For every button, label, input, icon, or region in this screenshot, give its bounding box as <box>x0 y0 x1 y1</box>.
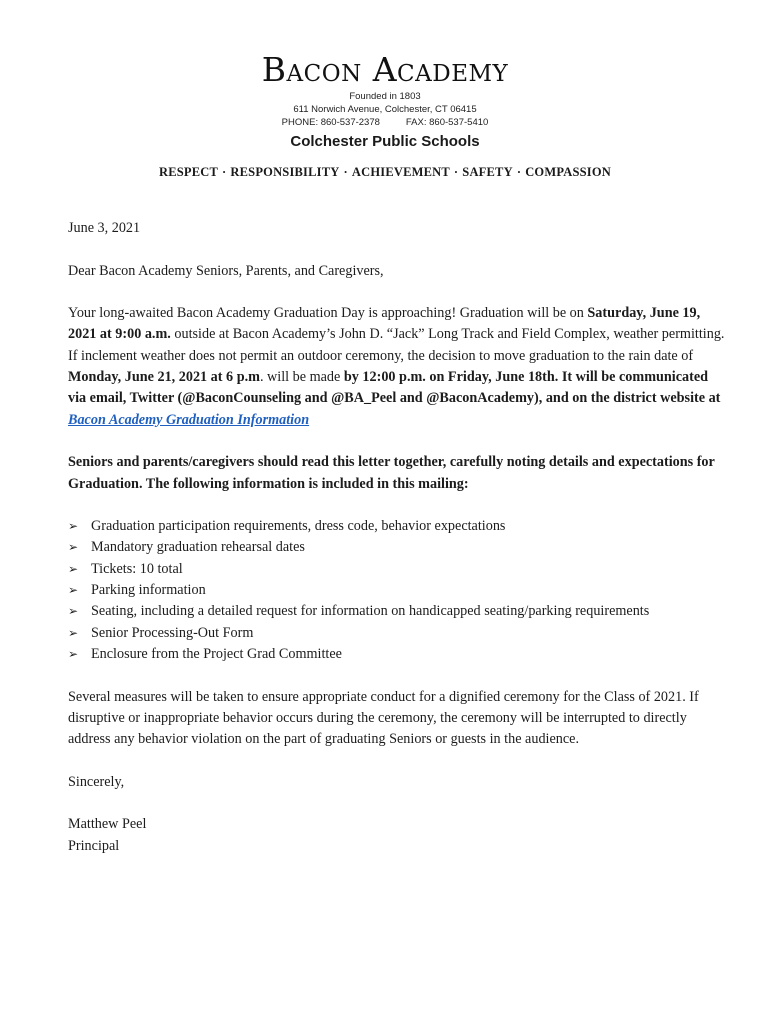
value-achievement: ACHIEVEMENT <box>351 165 450 179</box>
graduation-info-link[interactable]: Bacon Academy Graduation Information <box>68 411 310 428</box>
salutation: Dear Bacon Academy Seniors, Parents, and Caregivers, <box>68 262 384 279</box>
graduation-date: Saturday, June 19, 2021 at 9:00 a.m. <box>68 305 701 343</box>
school-name: Bacon Academy <box>261 50 509 89</box>
founded-line: Founded in 1803 <box>349 91 421 102</box>
list-item-text: Graduation participation requirements, dress code, behavior expectations <box>91 518 506 535</box>
list-item <box>68 516 728 537</box>
letterhead <box>0 50 770 153</box>
decision-notice: by 12:00 p.m. on Friday, June 18th. It will be communicated via email, Twitter (@BaconCounseling and @BA_Peel and @BaconAcademy), and on the district website at <box>68 369 721 407</box>
phone-number: PHONE: 860-537-2378 <box>281 117 380 128</box>
rain-date: Monday, June 21, 2021 at 6 p.m <box>68 369 260 386</box>
arrow-bullet-icon: ➢ <box>68 646 79 661</box>
value-separator: · <box>343 165 348 179</box>
arrow-bullet-icon: ➢ <box>68 583 79 598</box>
announcement-paragraph <box>68 303 728 431</box>
closing: Sincerely, <box>68 773 125 790</box>
list-item-text: Enclosure from the Project Grad Committee <box>91 645 342 662</box>
letter-body <box>68 218 728 857</box>
fax-number: FAX: 860-537-5410 <box>405 117 489 128</box>
value-safety: SAFETY <box>462 165 513 179</box>
letter-date: June 3, 2021 <box>68 220 141 236</box>
announcement-text: outside at Bacon Academy’s John D. “Jack” Long Track and Field Complex, weather permitting. If inclement weather does not permit an outdoor ceremony, the decision to move graduation to the rain date of <box>68 326 725 364</box>
signer-title: Principal <box>68 837 120 854</box>
list-item-text: Tickets: 10 total <box>91 560 183 577</box>
address-line: 611 Norwich Avenue, Colchester, CT 06415 <box>293 104 477 115</box>
list-item <box>68 559 728 580</box>
announcement-text: . will be made <box>259 369 344 386</box>
instructions-paragraph <box>68 452 728 495</box>
signature-block <box>68 814 728 857</box>
signer-name: Matthew Peel <box>68 816 147 833</box>
value-respect: RESPECT <box>158 165 219 179</box>
value-separator: · <box>516 165 522 179</box>
value-separator: · <box>222 165 227 179</box>
arrow-bullet-icon: ➢ <box>68 519 79 534</box>
value-responsibility: RESPONSIBILITY <box>230 165 340 179</box>
list-item-text: Mandatory graduation rehearsal dates <box>91 539 305 556</box>
list-item <box>68 644 728 665</box>
arrow-bullet-icon: ➢ <box>68 604 79 619</box>
instructions-text: Seniors and parents/caregivers should read this letter together, carefully noting details and expectations for Graduation. The following information is included in this mailing: <box>68 454 715 492</box>
mailing-contents-list <box>68 516 728 665</box>
contact-line <box>0 116 770 129</box>
list-item-text: Seating, including a detailed request for information on handicapped seating/parking requirements <box>91 603 650 620</box>
list-item-text: Parking information <box>91 582 206 599</box>
district-name: Colchester Public Schools <box>290 133 480 150</box>
arrow-bullet-icon: ➢ <box>68 540 79 555</box>
value-separator: · <box>453 165 459 179</box>
list-item <box>68 601 728 622</box>
conduct-paragraph: Several measures will be taken to ensure appropriate conduct for a dignified ceremony for the Class of 2021. If disruptive or inappropriate behavior occurs during the ceremony, the ceremony will be interrupted to directly address any behavior violation on the part of graduating Seniors or guests in the audience. <box>68 688 699 748</box>
announcement-text: Your long-awaited Bacon Academy Graduation Day is approaching! Graduation will be on <box>68 305 588 322</box>
value-compassion: COMPASSION <box>525 165 612 179</box>
arrow-bullet-icon: ➢ <box>68 625 79 640</box>
arrow-bullet-icon: ➢ <box>68 561 79 576</box>
list-item <box>68 623 728 644</box>
list-item <box>68 537 728 558</box>
list-item <box>68 580 728 601</box>
core-values <box>0 165 770 180</box>
list-item-text: Senior Processing-Out Form <box>91 624 254 641</box>
